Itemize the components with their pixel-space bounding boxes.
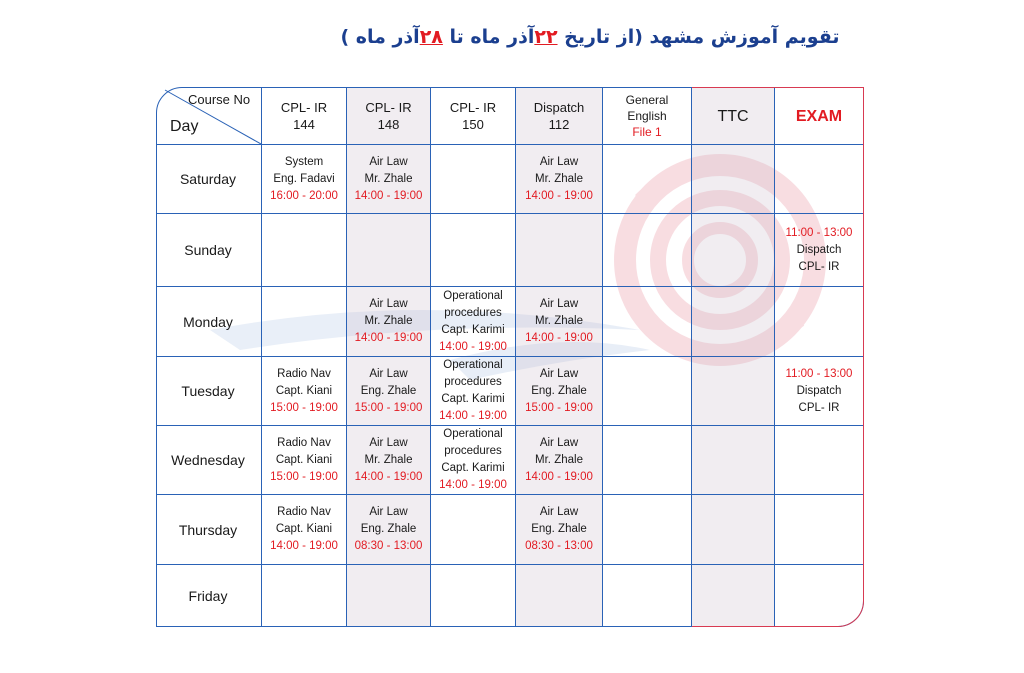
schedule-cell <box>516 357 602 425</box>
title-start-day: ۲۲ <box>534 26 558 48</box>
class-time: 08:30 - 13:00 <box>354 540 423 552</box>
class-subject: Air Law <box>539 506 579 518</box>
class-subject: Radio Nav <box>277 436 331 449</box>
class-instructor: Capt. Karimi <box>441 462 505 474</box>
schedule-cell <box>516 287 602 356</box>
class-instructor: Capt. Karimi <box>441 393 505 405</box>
class-time: 14:00 - 19:00 <box>354 189 423 202</box>
class-instructor: Eng. Zhale <box>360 523 417 535</box>
course-no-label: Course No <box>188 92 251 107</box>
header-number: 144 <box>293 117 315 132</box>
class-subject-line2: procedures <box>444 306 502 319</box>
day-label: Day <box>170 118 199 135</box>
exam-subject-line2: CPL- IR <box>798 401 840 414</box>
schedule-cell <box>431 426 515 494</box>
header-course: EXAM <box>795 107 843 125</box>
title-text-2: آذر ماه تا <box>442 26 535 48</box>
class-instructor: Eng. Fadavi <box>273 172 335 185</box>
schedule-cell <box>347 495 430 564</box>
page-title <box>200 26 980 48</box>
class-subject: Operational <box>443 359 503 371</box>
column-header-cpl-150 <box>431 88 515 144</box>
class-subject: System <box>284 155 324 168</box>
class-instructor: Eng. Zhale <box>360 384 417 397</box>
header-course: CPL- IR <box>280 100 328 115</box>
class-time: 16:00 - 20:00 <box>270 189 338 202</box>
header-course: Dispatch <box>533 100 585 115</box>
schedule-cell <box>516 426 602 494</box>
class-time: 14:00 - 19:00 <box>270 540 338 552</box>
class-instructor: Capt. Kiani <box>275 384 333 397</box>
schedule-cell <box>347 357 430 425</box>
class-instructor: Capt. Kiani <box>275 523 333 535</box>
class-subject: Air Law <box>369 506 408 518</box>
row-divider <box>157 564 863 565</box>
title-text-1: تقویم آموزش مشهد (از تاریخ <box>557 26 840 48</box>
class-subject: Air Law <box>539 367 579 380</box>
schedule-cell <box>262 495 346 564</box>
exam-subject: Dispatch <box>796 384 842 397</box>
schedule-cell <box>347 287 430 356</box>
class-time: 14:00 - 19:00 <box>354 470 423 483</box>
class-time: 14:00 - 19:00 <box>525 332 593 344</box>
column-header-exam <box>775 88 863 144</box>
class-instructor: Mr. Zhale <box>364 172 413 185</box>
schedule-cell <box>431 287 515 356</box>
header-course: TTC <box>717 107 749 125</box>
class-instructor: Mr. Zhale <box>535 315 583 327</box>
column-header-cpl-148 <box>347 88 430 144</box>
class-subject: Air Law <box>539 155 579 168</box>
day-saturday: Saturday <box>179 171 237 187</box>
column-header-ttc <box>692 88 774 144</box>
column-divider <box>691 88 692 626</box>
class-time: 15:00 - 19:00 <box>270 401 338 414</box>
day-monday: Monday <box>183 313 233 330</box>
header-number: 150 <box>462 117 484 132</box>
class-subject: Radio Nav <box>277 506 331 518</box>
schedule-cell <box>262 145 346 213</box>
schedule-cell <box>262 357 346 425</box>
class-instructor: Mr. Zhale <box>364 315 413 327</box>
class-subject: Air Law <box>539 436 579 449</box>
exam-cell <box>775 357 863 425</box>
day-friday: Friday <box>188 587 228 604</box>
class-time: 08:30 - 13:00 <box>525 540 593 552</box>
header-course: CPL- IR <box>365 100 412 115</box>
column-header-cpl-144 <box>262 88 346 144</box>
class-time: 14:00 - 19:00 <box>525 470 593 483</box>
schedule-cell <box>262 426 346 494</box>
header-course-line2: English <box>627 109 667 123</box>
title-end-day: ۲۸ <box>419 26 443 48</box>
schedule-cell <box>516 145 602 213</box>
class-subject: Air Law <box>369 436 408 449</box>
day-wednesday: Wednesday <box>171 452 245 468</box>
class-subject: Radio Nav <box>277 367 331 380</box>
exam-time: 11:00 - 13:00 <box>785 367 853 380</box>
header-course: General <box>625 93 669 107</box>
class-subject: Air Law <box>369 367 408 380</box>
class-subject-line2: procedures <box>444 376 502 388</box>
class-subject: Air Law <box>539 298 579 310</box>
class-time: 14:00 - 19:00 <box>525 189 593 202</box>
class-instructor: Capt. Karimi <box>441 323 505 336</box>
class-time: 15:00 - 19:00 <box>525 401 593 414</box>
class-time: 15:00 - 19:00 <box>270 470 338 483</box>
class-instructor: Eng. Zhale <box>531 384 587 397</box>
title-text-3: آذر ماه ) <box>340 26 420 48</box>
day-thursday: Thursday <box>178 521 238 538</box>
header-number: 112 <box>548 117 570 132</box>
class-instructor: Eng. Zhale <box>531 523 587 535</box>
row-divider <box>157 213 863 214</box>
exam-subject-line2: CPL- IR <box>798 260 840 273</box>
class-time: 14:00 - 19:00 <box>439 479 507 491</box>
class-instructor: Mr. Zhale <box>535 453 583 466</box>
class-subject: Operational <box>443 289 503 302</box>
header-course: CPL- IR <box>449 100 497 115</box>
column-divider <box>602 88 603 626</box>
header-file: File 1 <box>632 125 662 139</box>
class-instructor: Mr. Zhale <box>535 172 583 185</box>
class-instructor: Mr. Zhale <box>364 453 413 466</box>
exam-subject: Dispatch <box>796 243 842 256</box>
class-subject: Air Law <box>369 155 408 168</box>
column-header-dispatch-112 <box>516 88 602 144</box>
schedule-cell <box>516 495 602 564</box>
schedule-cell <box>347 145 430 213</box>
column-header-general-english <box>603 88 691 144</box>
class-subject: Air Law <box>369 298 408 310</box>
class-time: 15:00 - 19:00 <box>354 401 423 414</box>
exam-cell <box>775 214 863 286</box>
schedule-cell <box>431 357 515 425</box>
class-time: 14:00 - 19:00 <box>439 410 507 422</box>
schedule-cell <box>347 426 430 494</box>
header-number: 148 <box>377 117 400 132</box>
day-tuesday: Tuesday <box>181 383 235 399</box>
class-time: 14:00 - 19:00 <box>439 340 507 353</box>
day-sunday: Sunday <box>184 242 232 258</box>
exam-time: 11:00 - 13:00 <box>785 226 853 239</box>
class-subject-line2: procedures <box>444 445 502 457</box>
class-subject: Operational <box>443 428 503 440</box>
class-instructor: Capt. Kiani <box>275 453 333 466</box>
class-time: 14:00 - 19:00 <box>354 332 423 344</box>
